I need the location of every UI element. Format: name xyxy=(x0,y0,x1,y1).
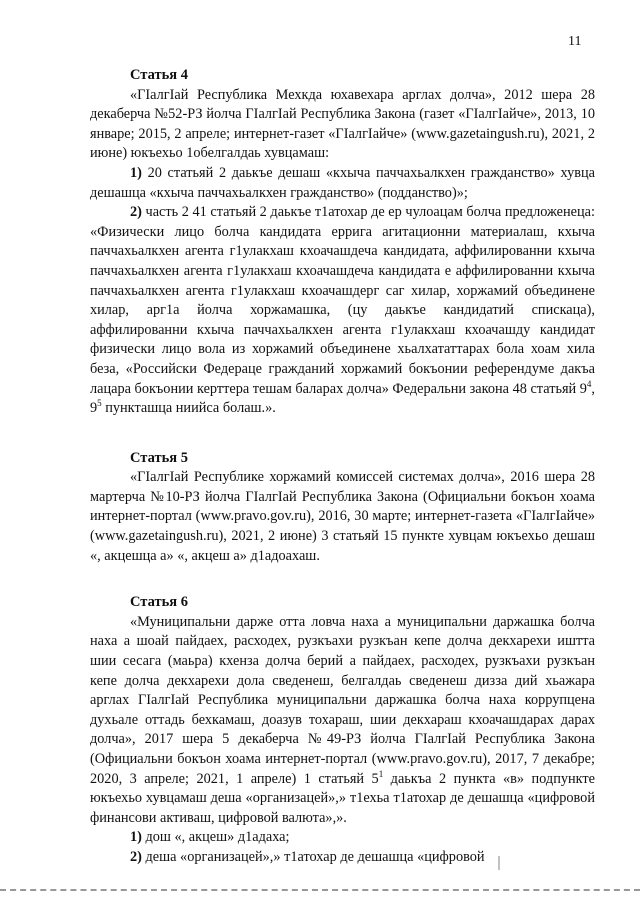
article-6 xyxy=(90,593,595,867)
scan-edge-divider xyxy=(0,889,640,897)
article-4 xyxy=(90,66,595,419)
article-title: Статья 5 xyxy=(130,449,188,466)
paragraph: «ГӀалгӀай Республике хоржамий комиссей системах долча», 2016 шера 28 мартерча №10-РЗ йолча ГӀалгӀай Республика Закона (Официальни бокъон хоама интернет-портал (www.pravo.gov.ru), 2016, 30 марте; интернет-газета «ГӀалгӀайче» (www.gazetaingush.ru), 2021, 2 июне) 3 статьяй 15 пункте хувцам юкъехьо дешаш «, акцешца а» «, акцеш а» д1адоахаш. xyxy=(90,469,595,564)
paragraph: «ГӀалгӀай Республика Мехкда юхавехара арглах долча», 2012 шера 28 декаберчa №52-РЗ йолча ГӀалгӀай Республика Закона (газет «ГӀалгӀайче», 2013, 10 январе; 2015, 2 апреле; интернет-газет «ГӀалгӀайче» (www.gazetaingush.ru), 2021, 2 июне) юкъехьо 1обелгалдаь хувцамаш: xyxy=(90,86,595,162)
scan-artifact xyxy=(498,856,500,870)
page-number: 11 xyxy=(568,34,582,49)
document-body xyxy=(90,66,595,868)
list-item: 1) дош «, акцеш» д1адаха; xyxy=(130,829,290,846)
paragraph: «Муниципальни дарже отта ловча наха а муниципальни даржашка болча наха а шоай пайдаех, расходех, рузкъахи рузкъан кепе долча декхарехи иштта шии сесага (маьра) кхенза долча берий а пайдаех, расходех, рузкъахи рузкъан кепе долча декхарехи дола сведенеш, белгалдаь сведенеш дизза дий хьажара арглах ГӀалгӀай Республика муниципальни даржашка болча наха коррупцена духьале оттадь бехкамаш, доазув тохараш, шии декхараш кхоачашдарах дарах долча», 2017 шера 5 декаберчa №49-РЗ йолча ГӀалгӀай Республика Закона (Официальни бокъон хоама интернет-портал (www.pravo.gov.ru), 2017, 7 декабре; 2020, 3 апреле; 2021, 1 апреле) 1 статьяй $5^1$ даькъа 2 пункта «в» подпункте юкъехьо хувцамаш деша «организацей»,» т1ехьа т1атохар де дешашца «цифровой финансови активаш, цифровой валюта»,». xyxy=(90,613,595,826)
article-title: Статья 6 xyxy=(130,594,188,611)
article-5 xyxy=(90,449,595,567)
list-item: 2) деша «организацей»,» т1атохар де дешашца «цифровой xyxy=(130,848,485,865)
article-title: Статья 4 xyxy=(130,67,188,83)
list-item: 2) часть 2 41 статьяй 2 даькъе т1атохар де ер чулоацам болча предложенеца: «Физически лицо болча кандидата ерригa агитационни материалаш, кхыча паччахьалкхен агента г1улакхаш кхоачашдеча кандидата, аффилированни кхыча паччахьалкхен агента г1улакхаш кхоачашдеча кандидата е аффилированни кхыча паччахьалкхен агента г1улакхаш кхоачашдерг саг хилар, хоржамий объединене хилар, арг1а йолча хоржамашка, (цу даькъе кандидатий спискаца), аффилированни кхыча паччахьалкхен агента г1улакхаш кхоачашду кандидат физически лицо вола из хоржамий объединене хьалхататтарах бола хоам хила беза, «Российски Федераце гражданий хоржамий бокъонии референдуме дакъа лацара бокъонии керттера тешам баларах долча» Федеральни закона 48 статьяй $9^4$, $9^5$ пункташца ниийса болаш.». xyxy=(90,204,595,417)
list-item: 1) 20 статьяй 2 даькъе дешаш «кхыча паччахьалкхен гражданство» хувца дешашца «кхыча паччахьалкхен гражданство» (подданство)»; xyxy=(90,164,595,201)
